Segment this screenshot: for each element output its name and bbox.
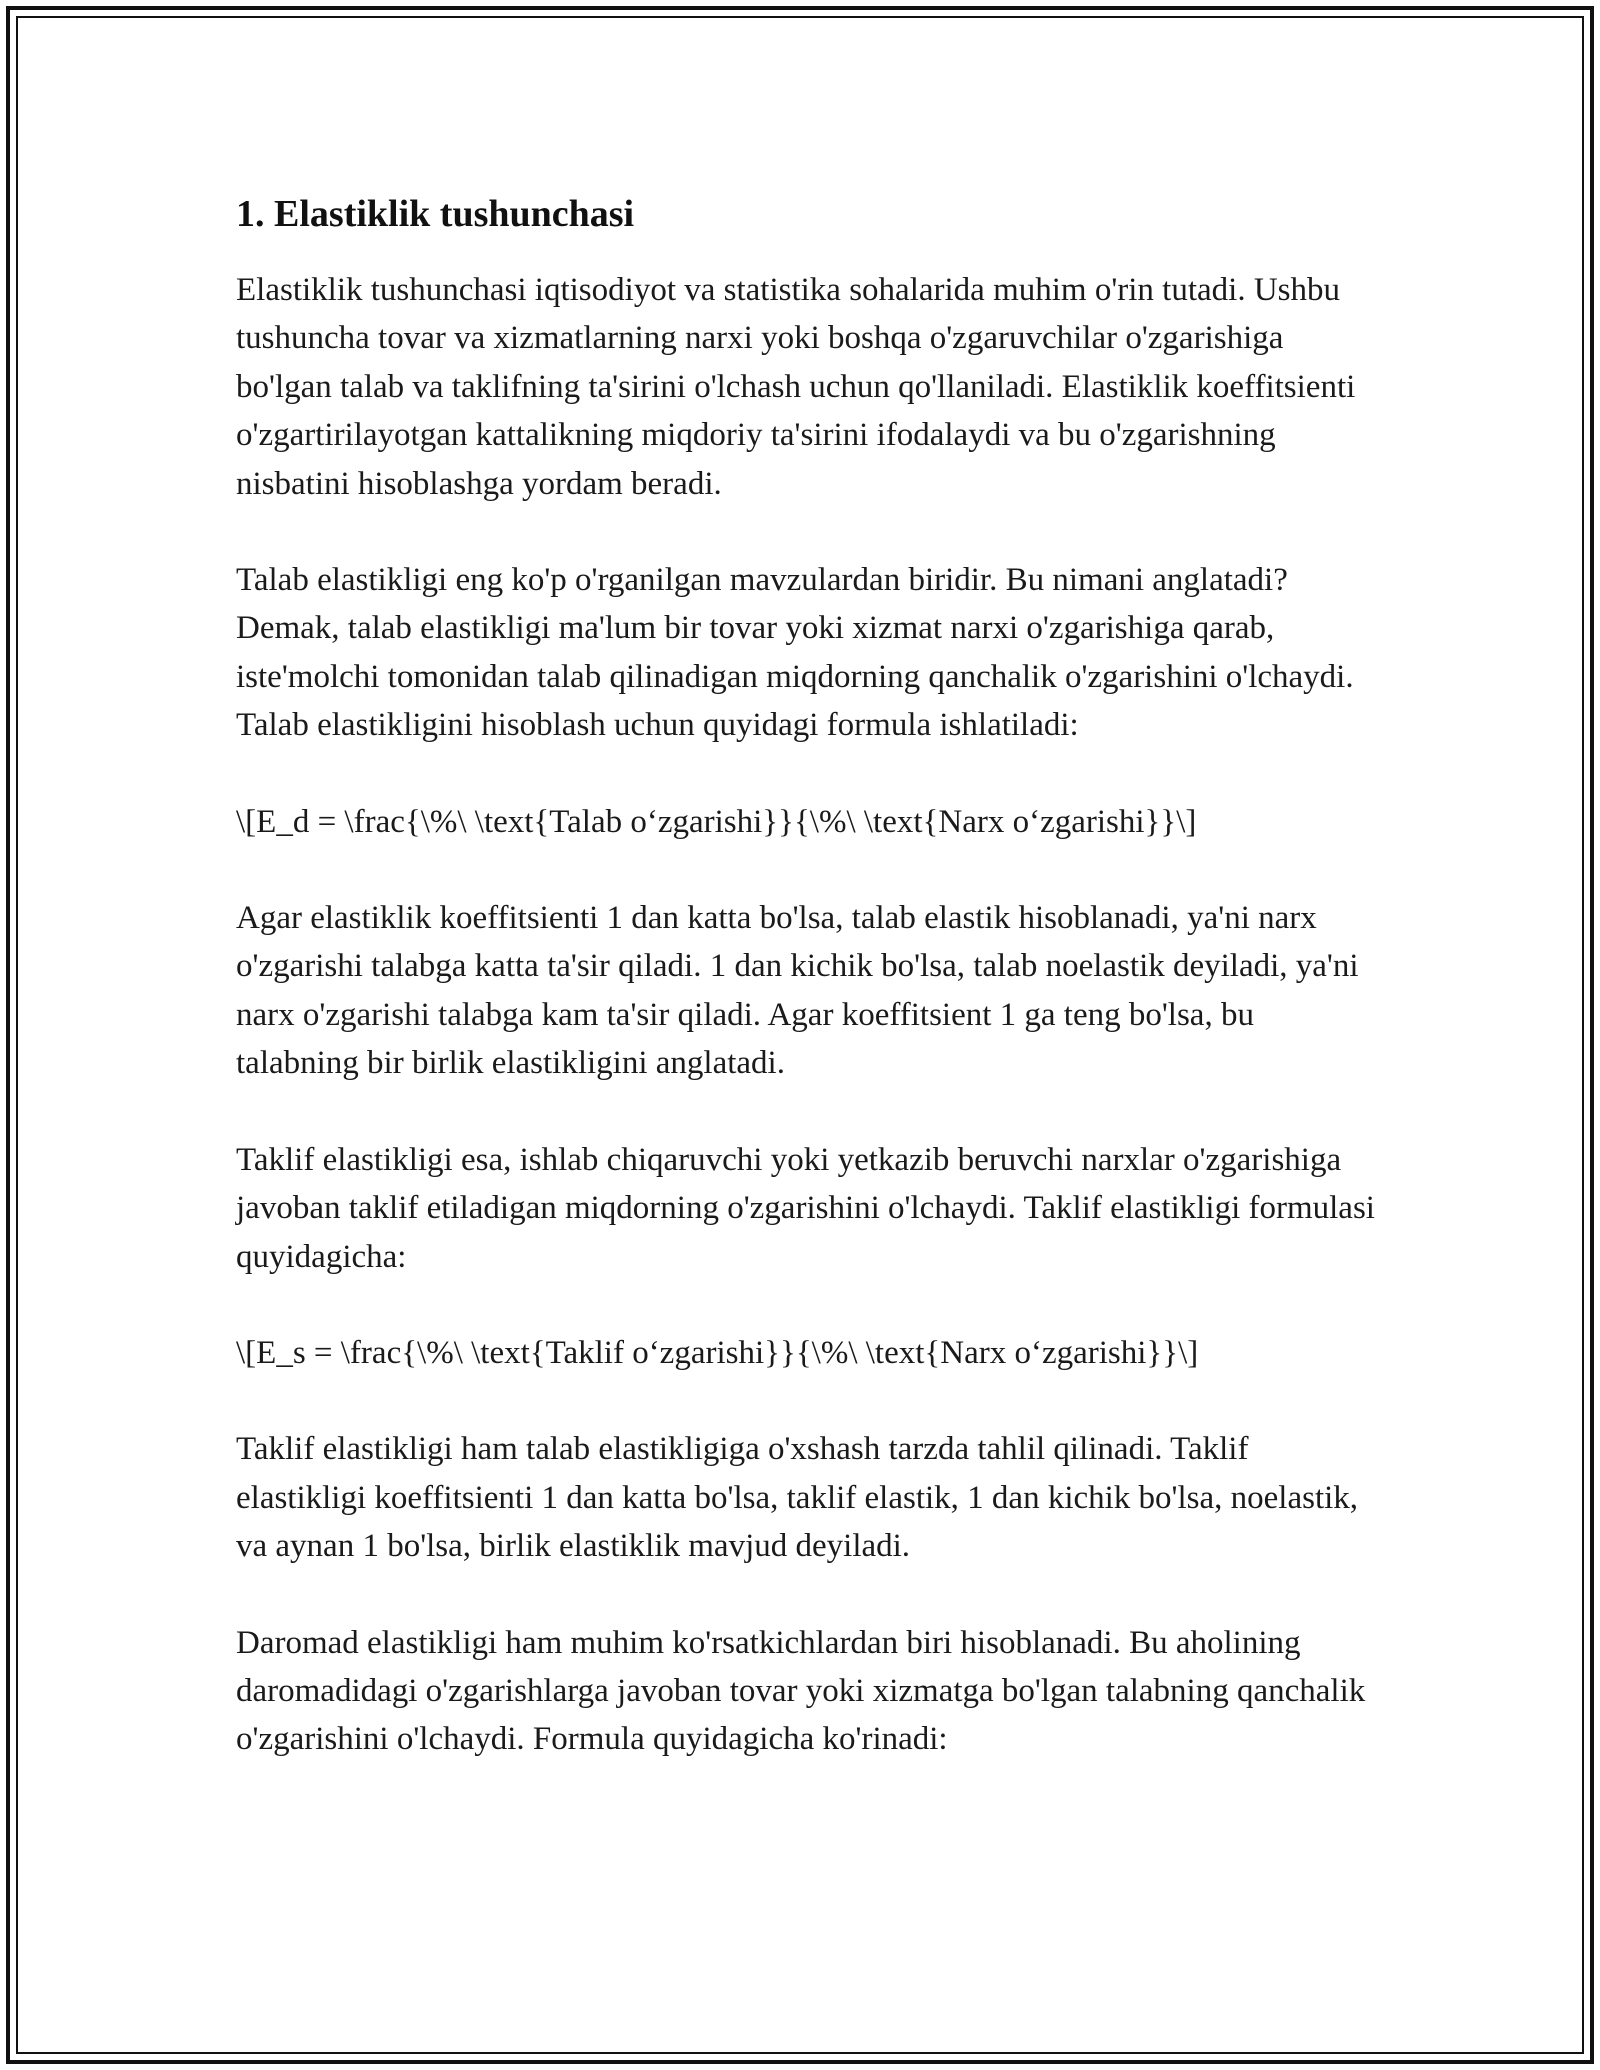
paragraph-supply-elasticity: Taklif elastikligi esa, ishlab chiqaruvchi yoki yetkazib beruvchi narxlar o'zgarishiga javoban taklif etiladigan miqdorning o'zgarishini o'lchaydi. Taklif elastikligi formulasi quyidagicha: [236,1141,1375,1275]
document-body [236,188,1376,1812]
section-heading: 1. Elastiklik tushunchasi [236,193,635,235]
paragraph-demand-elasticity: Talab elastikligi eng ko'p o'rganilgan mavzulardan biridir. Bu nimani anglatadi? Demak, talab elastikligi ma'lum bir tovar yoki xizmat narxi o'zgarishiga qarab, iste'molchi tomonidan talab qilinadigan miqdorning qanchalik o'zgarishini o'lchaydi. Talab elastikligini hisoblash uchun quyidagi formula ishlatiladi: [236,562,1354,744]
formula-demand-elasticity: \[E_d = \frac{\%\ \text{Talab o‘zgarishi}}{\%\ \text{Narx o‘zgarishi}}\] [236,803,1197,840]
paragraph-demand-interpretation: Agar elastiklik koeffitsienti 1 dan katta bo'lsa, talab elastik hisoblanadi, ya'ni narx o'zgarishi talabga katta ta'sir qiladi. 1 dan kichik bo'lsa, talab noelastik deyiladi, ya'ni narx o'zgarishi talabga kam ta'sir qiladi. Agar koeffitsient 1 ga teng bo'lsa, bu talabning bir birlik elastikligini anglatadi. [236,900,1359,1082]
paragraph-income-elasticity: Daromad elastikligi ham muhim ko'rsatkichlardan biri hisoblanadi. Bu aholining daromadidagi o'zgarishlarga javoban tovar yoki xizmatga bo'lgan talabning qanchalik o'zgarishini o'lchaydi. Formula quyidagicha ko'rinadi: [236,1624,1366,1758]
paragraph-intro: Elastiklik tushunchasi iqtisodiyot va statistika sohalarida muhim o'rin tutadi. Ushbu tushuncha tovar va xizmatlarning narxi yoki boshqa o'zgaruvchilar o'zgarishiga bo'lgan talab va taklifning ta'sirini o'lchash uchun qo'llaniladi. Elastiklik koeffitsienti o'zgartirilayotgan kattalikning miqdoriy ta'sirini ifodalaydi va bu o'zgarishning nisbatini hisoblashga yordam beradi. [236,272,1356,502]
paragraph-supply-interpretation: Taklif elastikligi ham talab elastikligiga o'xshash tarzda tahlil qilinadi. Taklif elastikligi koeffitsienti 1 dan katta bo'lsa, taklif elastik, 1 dan kichik bo'lsa, noelastik, va aynan 1 bo'lsa, birlik elastiklik mavjud deyiladi. [236,1431,1359,1565]
formula-supply-elasticity: \[E_s = \frac{\%\ \text{Taklif o‘zgarishi}}{\%\ \text{Narx o‘zgarishi}}\] [236,1334,1199,1371]
